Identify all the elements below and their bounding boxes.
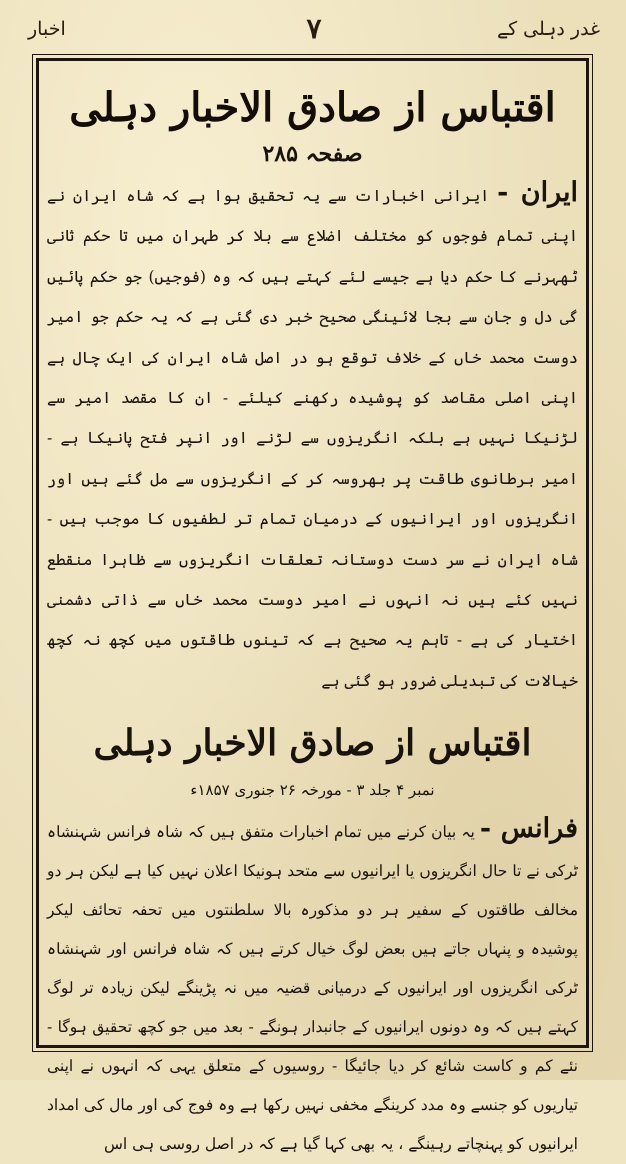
section1-page-ref: صفحہ ۲۸۵ — [262, 141, 363, 167]
section2-body: یہ بیان کرنے میں تمام اخبارات متفق ہیں کہ شاہ فرانس شہنشاہ ٹرکی نے تا حال انگریزوں یا ایرانیوں سے متحد ہونیکا اعلان نہیں کیا ہے لیکن ہر دو مخالف طاقتوں کے سفیر ہر دو مذکورہ بالا سلطنتوں میں تحفہ تحائف لیکر پوشیدہ و پنہاں جاتے ہیں بعض لوگ خیال کرتے ہیں کہ شاہ فرانس اور شہنشاہ ٹرکی انگریزوں اور ایرانیوں کے درمیانی قضیہ میں نہ پڑینگے لیکن زیادہ تر لوگ کہتے ہیں کہ وہ دونوں ایرانیوں کے جانبدار ہونگے - بعد میں جو کچھ تحقیق ہوگا - نئے کم و کاست شائع کر دیا جائیگا - روسیوں کے متعلق یہی کہ انہوں نے اپنی تیاریوں کو جنسے وہ مدد کرینگے مخفی نہیں رکھا ہے وہ فوج کی اور مال کی امداد ایرانیوں کو پہنچاتے رہینگے ، یہ بھی کہا گیا ہے کہ در اصل روسی ہی اس — [47, 823, 578, 1154]
section1-lead-word: ایران - — [497, 177, 578, 208]
section2-issue-line: نمبر ۴ جلد ۳ - مورخہ ۲۶ جنوری ۱۸۵۷ء — [190, 781, 435, 800]
page-header — [28, 12, 600, 52]
section1-paragraph — [45, 173, 580, 701]
section2-lead-word: فرانس - — [479, 813, 578, 845]
section2-paragraph — [45, 809, 580, 1164]
bordered-frame — [36, 58, 589, 1154]
frame-content — [45, 67, 580, 1154]
section1-title: اقتباس از صادق الاخبار دہلی — [69, 84, 556, 131]
running-title: غدر دہلی کے — [496, 18, 600, 40]
section2-title: اقتباس از صادق الاخبار دہلی — [93, 722, 532, 765]
page-number: ۷ — [306, 12, 322, 45]
section1-body: ایرانی اخبارات سے یہ تحقیق ہوا ہے کہ شاہ ایران نے اپنی تمام فوجوں کو مختلف اضلاع سے بلا کر طہران میں تا حکم ثانی ٹھہرنے کا حکم دیا ہے جیسے لئے کہتے ہیں کہ وہ (فوجیں) جو حکم پائیں گی دل و جان سے بجا لائینگی صحیح خبر دی گئی ہے کہ یہ حکم جو امیر دوست محمد خاں کے خلاف توقع ہو در اصل شاہ ایران کی ایک چال ہے اپنی اصلی مقاصد کو پوشیدہ رکھنے کیلئے - ان کا مقصد امیر سے لڑنیکا نہیں ہے بلکہ انگریزوں سے لڑنے اور انپر فتح پانیکا ہے - امیر برطانوی طاقت پر بھروسہ کر کے انگریزوں سے مل گئے ہیں اور انگریزوں اور ایرانیوں کے درمیان تمام تر لطفیوں کا موجب ہیں - شاہ ایران نے سر دست دوستانہ تعلقات انگریزوں سے ظاہرا منقطع نہیں کئے ہیں نہ انہوں نے امیر دوست محمد خاں سے ذاتی دشمنی اختیار کی ہے - تاہم یہ صحیح ہے کہ تینوں طاقتوں میں کچھ نہ کچھ خیالات کی تبدیلی ضرور ہو گئی ہے — [47, 187, 578, 690]
running-subtitle: اخبار — [28, 18, 66, 40]
